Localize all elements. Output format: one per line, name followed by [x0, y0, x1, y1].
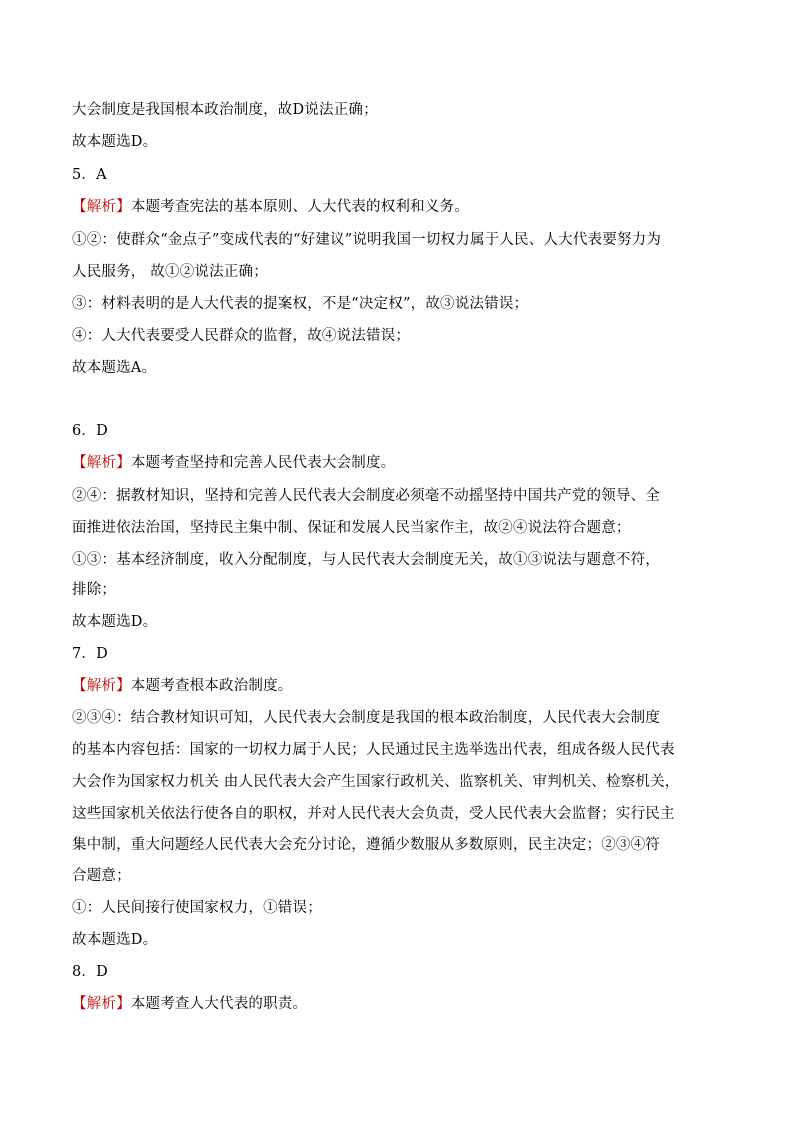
text-line: 故本题选D。 [72, 134, 158, 150]
analysis-text: 本题考查宪法的基本原则、人大代表的权利和义务。 [130, 199, 469, 215]
analysis-heading [72, 994, 722, 1014]
analysis-text: 本题考查坚持和完善人民代表大会制度。 [130, 455, 396, 471]
text-line: 的基本内容包括：国家的一切权力属于人民；人民通过民主选举选出代表，组成各级人民代表 [72, 742, 675, 758]
text-line: ③：材料表明的是人大代表的提案权，不是“决定权”，故③说法错误； [72, 296, 529, 312]
analysis-label: 【解析】 [72, 996, 131, 1012]
text-line: ①②：使群众“金点子”变成代表的“好建议”说明我国一切权力属于人民、人大代表要努力为 [72, 232, 662, 248]
text-line: ②④：据教材知识，坚持和完善人民代表大会制度必须毫不动摇坚持中国共产党的领导、全 [72, 488, 660, 504]
answer-line: 7．D [72, 646, 108, 662]
text-line: ①③：基本经济制度，收入分配制度，与人民代表大会制度无关，故①③说法与题意不符， [72, 552, 660, 568]
text-line: 这些国家机关依法行使各自的职权，并对人民代表大会负责，受人民代表大会监督；实行民主 [72, 806, 675, 822]
text-line: ④：人大代表要受人民群众的监督，故④说法错误； [72, 328, 411, 344]
text-line: 人民服务， 故①②说法正确； [72, 264, 268, 280]
answer-line: 8．D [72, 964, 108, 980]
text-line: 故本题选A。 [72, 360, 157, 376]
answer-line: 5．A [72, 167, 107, 183]
text-line: 合题意； [72, 868, 131, 884]
analysis-text: 本题考查根本政治制度。 [130, 678, 293, 694]
text-line: 集中制，重大问题经人民代表大会充分讨论，遵循少数服从多数原则，民主决定；②③④符 [72, 837, 660, 853]
analysis-label: 【解析】 [72, 199, 131, 215]
analysis-label: 【解析】 [72, 678, 131, 694]
answer-line: 6．D [72, 423, 108, 439]
analysis-heading [72, 676, 722, 696]
text-line: ①：人民间接行使国家权力，①错误； [72, 900, 322, 916]
text-line: 大会作为国家权力机关 由人民代表大会产生国家行政机关、监察机关、审判机关、检察机关， [72, 774, 680, 790]
text-line: 故本题选D。 [72, 932, 158, 948]
text-line: 排除； [72, 582, 117, 598]
analysis-text: 本题考查人大代表的职责。 [130, 996, 308, 1012]
text-line: 故本题选D。 [72, 614, 158, 630]
analysis-heading [72, 197, 722, 217]
text-line: 面推进依法治国，坚持民主集中制、保证和发展人民当家作主，故②④说法符合题意； [72, 520, 631, 536]
text-line: 大会制度是我国根本政治制度，故D说法正确； [72, 102, 378, 118]
analysis-label: 【解析】 [72, 455, 131, 471]
analysis-heading [72, 453, 722, 473]
text-line: ②③④：结合教材知识可知，人民代表大会制度是我国的根本政治制度，人民代表大会制度 [72, 710, 660, 726]
